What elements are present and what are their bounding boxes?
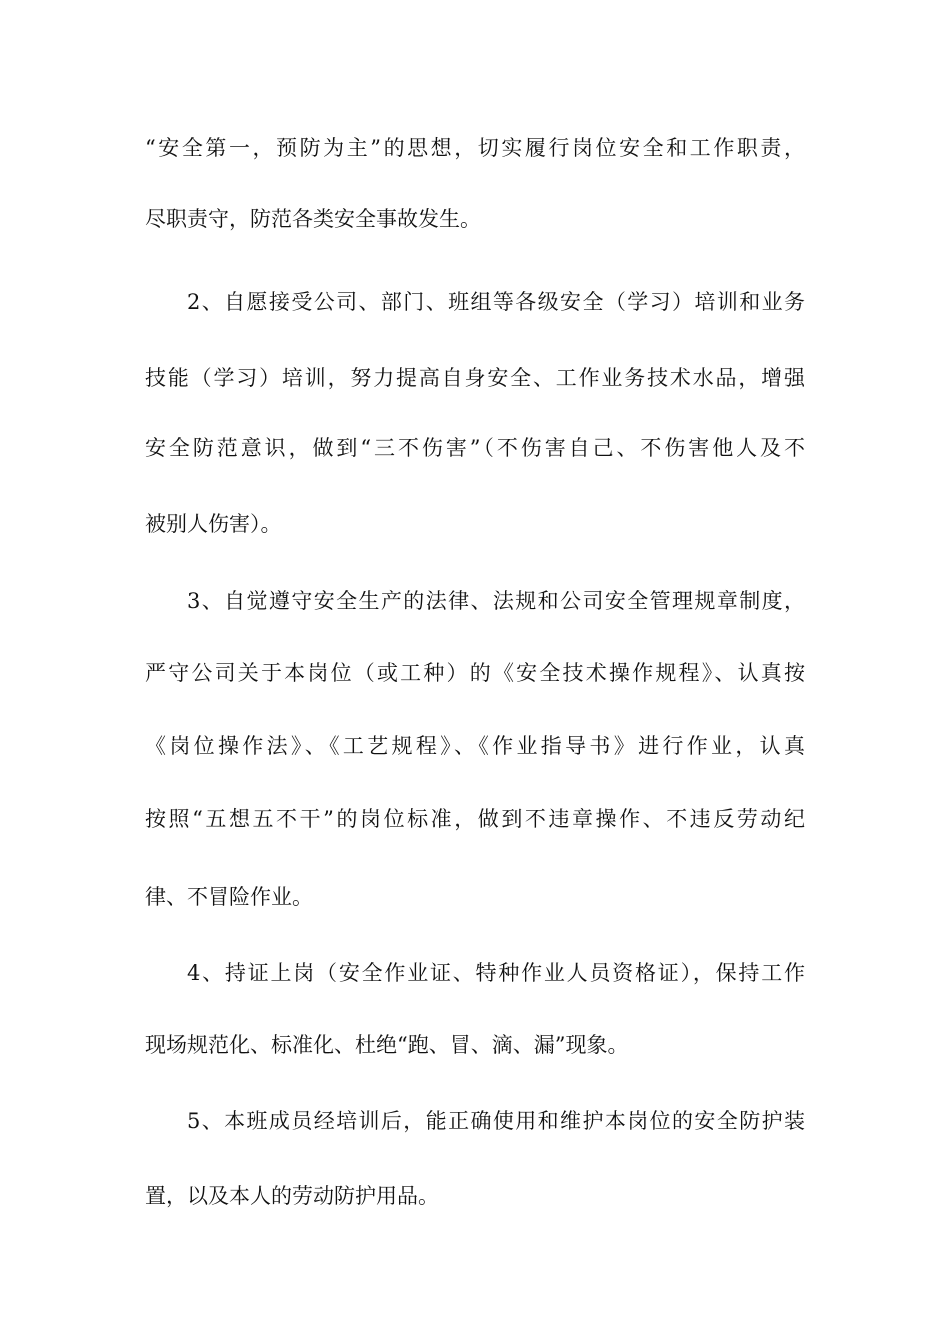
paragraph-2-line-4: 被别人伤害）。 — [145, 512, 282, 536]
paragraph-3-line-5: 律、不冒险作业。 — [145, 885, 313, 909]
paragraph-2-line-2: 技能（学习）培训，努力提高自身安全、工作业务技术水品，增强 — [145, 366, 805, 390]
paragraph-3-line-3: 《岗位操作法》、《工艺规程》、《作业指导书》进行作业，认真 — [145, 734, 805, 758]
paragraph-4-line-2: 现场规范化、标准化、杜绝“跑、冒、滴、漏”现象。 — [145, 1033, 629, 1057]
paragraph-1-line-2: 尽职责守，防范各类安全事故发生。 — [145, 207, 481, 231]
paragraph-3-line-4: 按照“五想五不干”的岗位标准，做到不违章操作、不违反劳动纪 — [145, 807, 805, 831]
paragraph-5-line-2: 置，以及本人的劳动防护用品。 — [145, 1184, 439, 1208]
paragraph-2-line-3: 安全防范意识，做到“三不伤害”（不伤害自己、不伤害他人及不 — [145, 436, 805, 460]
paragraph-3-line-2: 严守公司关于本岗位（或工种）的《安全技术操作规程》、认真按 — [145, 661, 805, 685]
paragraph-3-line-1: 3、自觉遵守安全生产的法律、法规和公司安全管理规章制度， — [187, 589, 805, 613]
paragraph-4-line-1: 4、持证上岗（安全作业证、特种作业人员资格证），保持工作 — [187, 961, 805, 985]
paragraph-5-line-1: 5、本班成员经培训后，能正确使用和维护本岗位的安全防护装 — [187, 1109, 805, 1133]
paragraph-2-line-1: 2、自愿接受公司、部门、班组等各级安全（学习）培训和业务 — [187, 290, 805, 314]
paragraph-1-line-1: “安全第一，预防为主”的思想，切实履行岗位安全和工作职责， — [145, 136, 805, 160]
